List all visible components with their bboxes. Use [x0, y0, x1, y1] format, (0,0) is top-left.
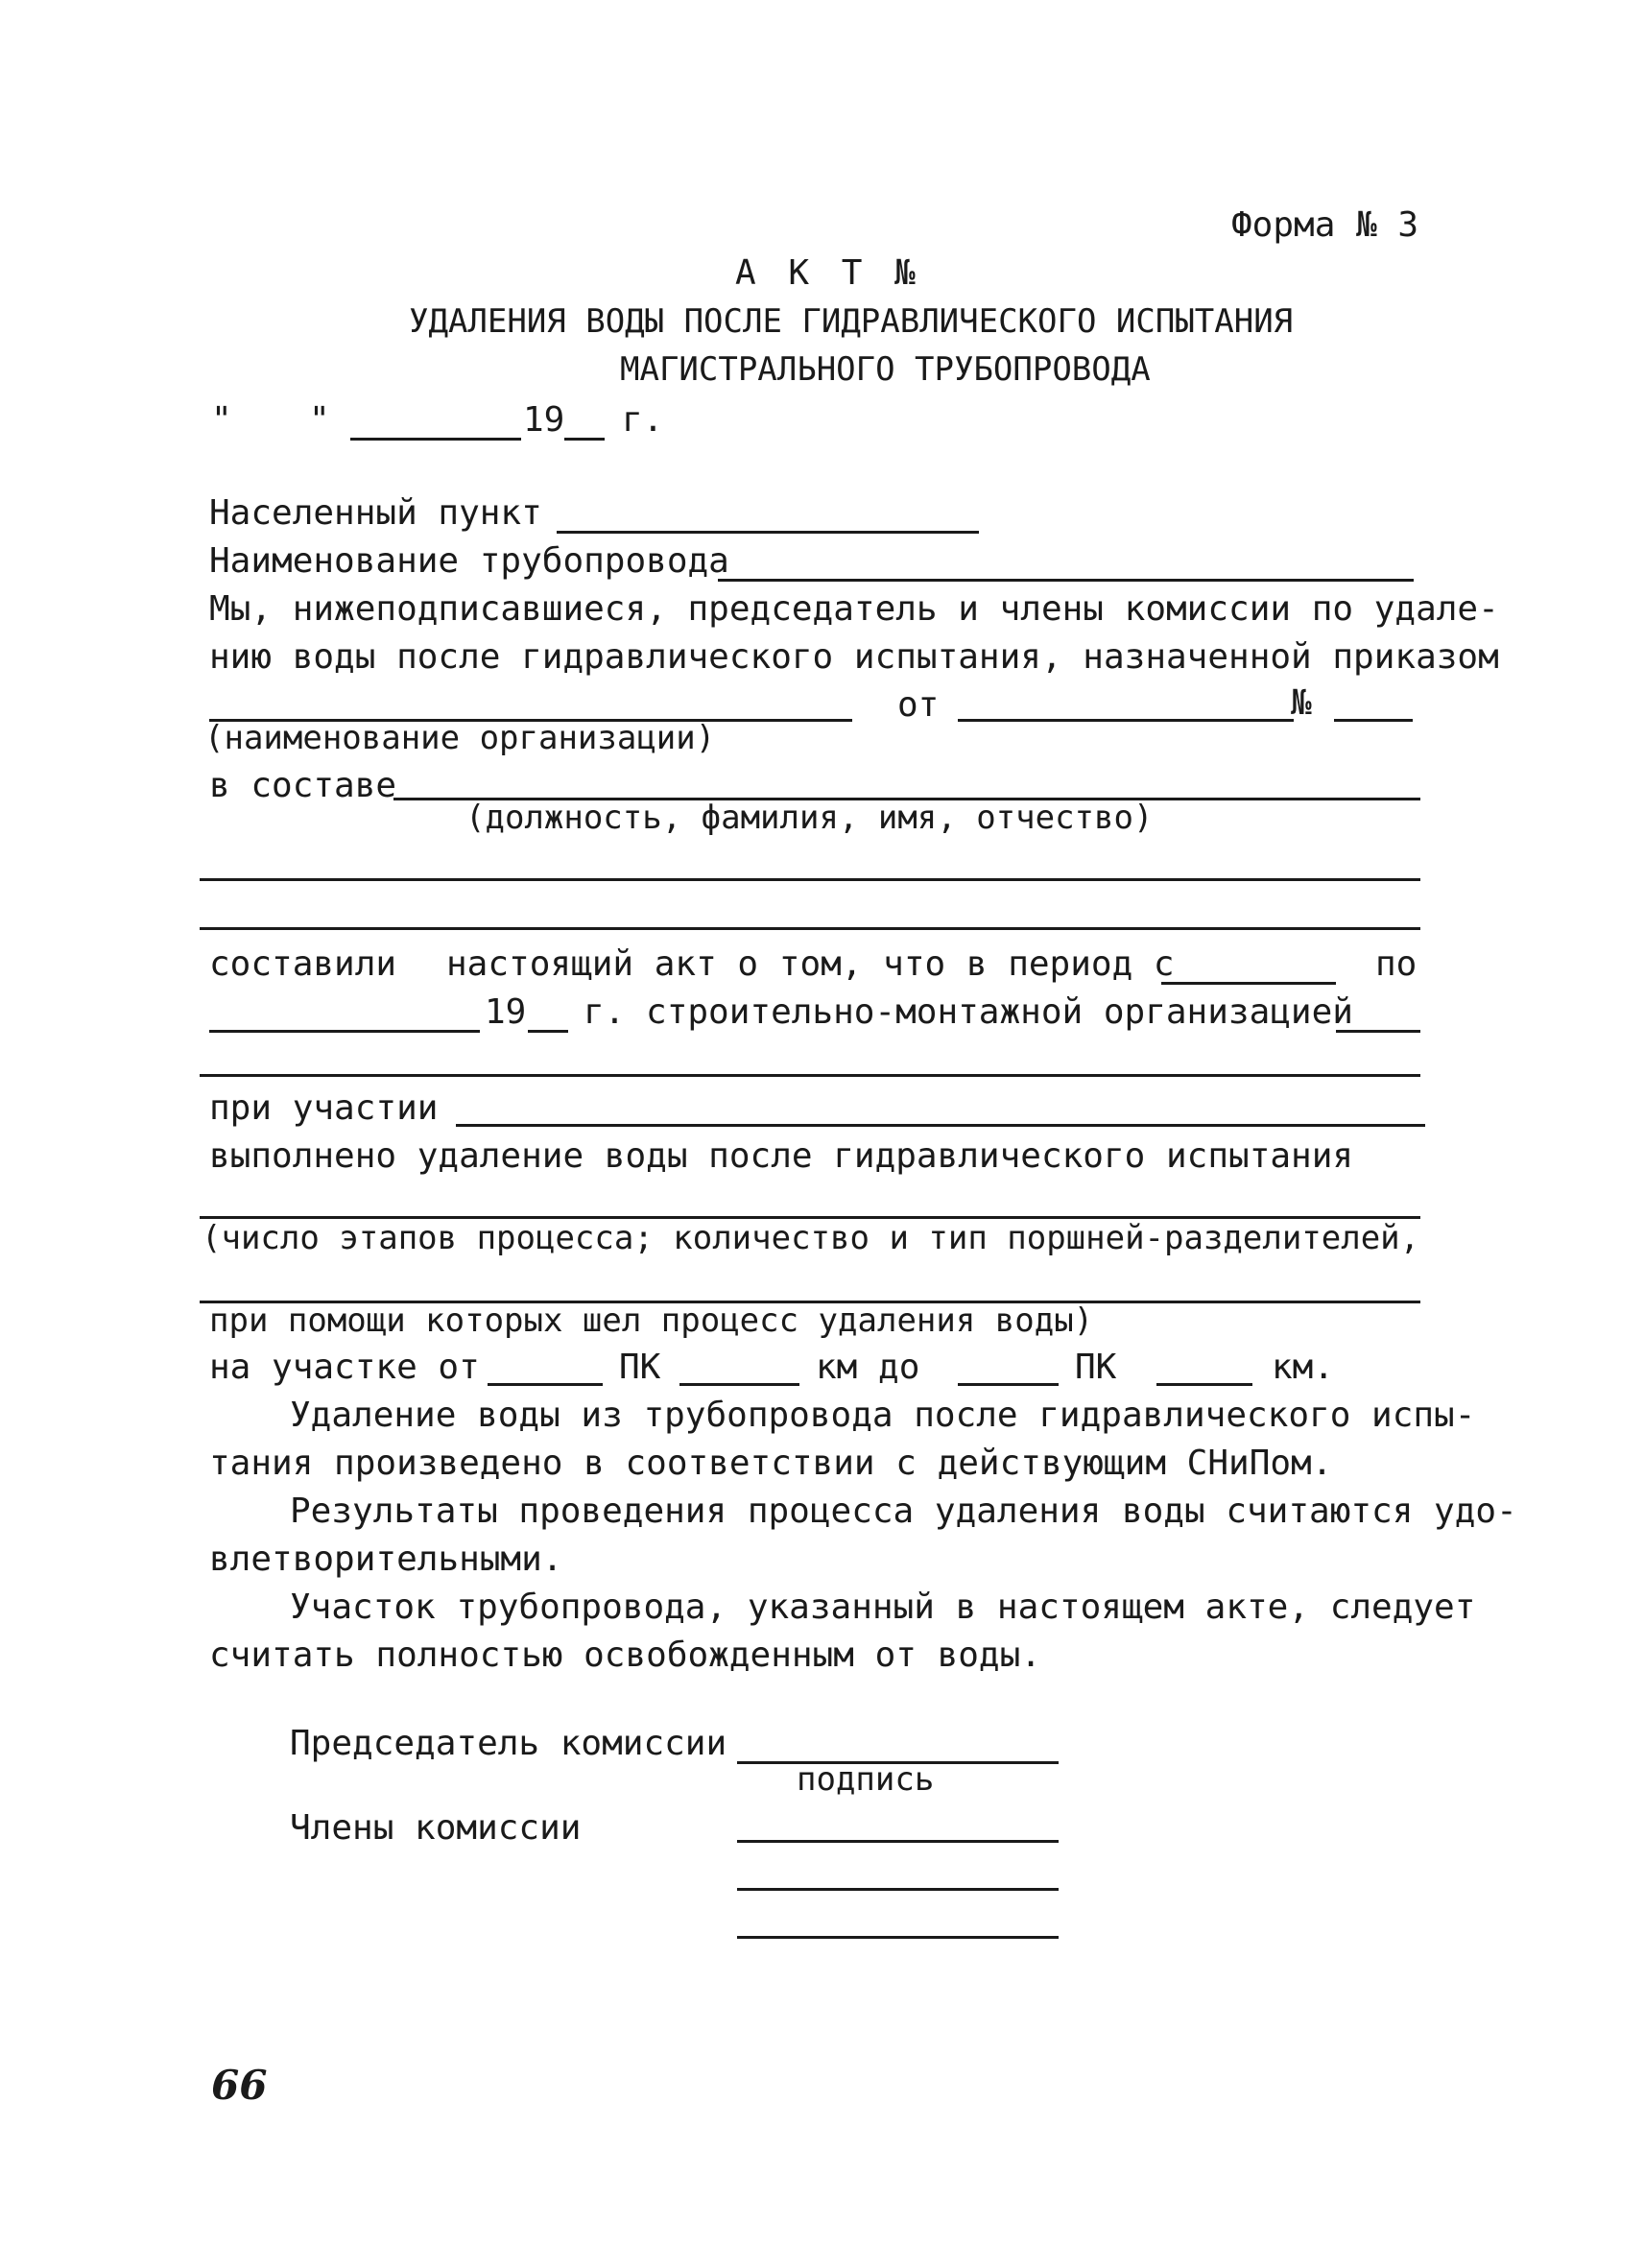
period-year-label: 19	[485, 992, 527, 1032]
composed-label: составили	[209, 944, 397, 984]
composition-field-2[interactable]	[200, 878, 1420, 881]
section-to-pk-field[interactable]	[1156, 1383, 1252, 1386]
done-text: выполнено удаление воды после гидравлического испытания	[209, 1136, 1354, 1176]
member-signature-field-3[interactable]	[737, 1936, 1059, 1939]
km-to-label: км до	[816, 1348, 920, 1387]
section-from-label: на участке от	[209, 1348, 480, 1387]
construction-org-field[interactable]	[1336, 1030, 1420, 1033]
participation-label: при участии	[209, 1088, 439, 1128]
composition-field-3[interactable]	[200, 927, 1420, 930]
period-end-field[interactable]	[209, 1030, 480, 1033]
section-to-km-field[interactable]	[958, 1383, 1059, 1386]
document-subtitle-2: МАГИСТРАЛЬНОГО ТРУБОПРОВОДА	[620, 350, 1151, 389]
date-quote-close: "	[309, 400, 330, 440]
paragraph-1-line-2: тания произведено в соответствии с действующим СНиПом.	[209, 1444, 1333, 1483]
signature-caption: подпись	[797, 1760, 935, 1799]
km-end-label: км.	[1272, 1348, 1335, 1387]
participation-field[interactable]	[456, 1124, 1425, 1127]
composed-text: настоящий акт о том, что в период с	[446, 944, 1175, 984]
section-from-km-field[interactable]	[488, 1383, 603, 1386]
pk-label-2: ПК	[1075, 1348, 1117, 1387]
date-g-label: г.	[622, 400, 664, 440]
settlement-label: Населенный пункт	[209, 493, 542, 533]
date-year-label: 19	[523, 400, 565, 440]
construction-text: г. строительно-монтажной организацией	[584, 992, 1353, 1032]
paragraph-3-line-1: Участок трубопровода, указанный в настоящем акте, следует	[290, 1588, 1476, 1627]
pigs-caption: при помощи которых шел процесс удаления воды)	[209, 1301, 1094, 1340]
intro-line-1: Мы, нижеподписавшиеся, председатель и члены комиссии по удале-	[209, 589, 1499, 629]
period-to-label: по	[1375, 944, 1418, 984]
from-label: от	[897, 685, 940, 725]
intro-line-2: нию воды после гидравлического испытания, назначенной приказом	[209, 637, 1499, 677]
members-label: Члены комиссии	[290, 1808, 582, 1848]
organization-caption: (наименование организации)	[204, 719, 716, 757]
paragraph-2-line-1: Результаты проведения процесса удаления воды считаются удо-	[290, 1492, 1517, 1531]
construction-org-field-2[interactable]	[200, 1074, 1420, 1077]
date-quote-open: "	[211, 400, 232, 440]
act-title: А К Т №	[735, 253, 921, 293]
pipeline-field[interactable]	[718, 579, 1414, 582]
member-signature-field-1[interactable]	[737, 1840, 1059, 1843]
date-month-line[interactable]	[350, 438, 521, 441]
form-number: Форма № 3	[1231, 205, 1419, 245]
date-year-line[interactable]	[564, 438, 605, 441]
member-signature-field-2[interactable]	[737, 1888, 1059, 1891]
pk-label-1: ПК	[619, 1348, 661, 1387]
stages-caption: (число этапов процесса; количество и тип поршней-разделителей,	[202, 1219, 1420, 1257]
paragraph-3-line-2: считать полностью освобожденным от воды.	[209, 1635, 1041, 1675]
composition-label: в составе	[209, 766, 397, 805]
period-start-field[interactable]	[1161, 982, 1336, 985]
pipeline-label: Наименование трубопровода	[209, 541, 729, 581]
section-from-pk-field[interactable]	[679, 1383, 799, 1386]
document-subtitle-1: УДАЛЕНИЯ ВОДЫ ПОСЛЕ ГИДРАВЛИЧЕСКОГО ИСПЫТАНИЯ	[409, 302, 1294, 341]
order-date-field[interactable]	[958, 719, 1294, 722]
period-year-field[interactable]	[528, 1030, 568, 1033]
paragraph-2-line-2: влетворительными.	[209, 1540, 563, 1579]
chairman-label: Председатель комиссии	[290, 1724, 727, 1763]
paragraph-1-line-1: Удаление воды из трубопровода после гидравлического испы-	[290, 1396, 1476, 1435]
order-number-field[interactable]	[1334, 719, 1413, 722]
order-number-label: №	[1291, 683, 1312, 723]
settlement-field[interactable]	[557, 531, 979, 534]
composition-caption: (должность, фамилия, имя, отчество)	[465, 799, 1154, 837]
page-number: 66	[211, 2062, 268, 2109]
